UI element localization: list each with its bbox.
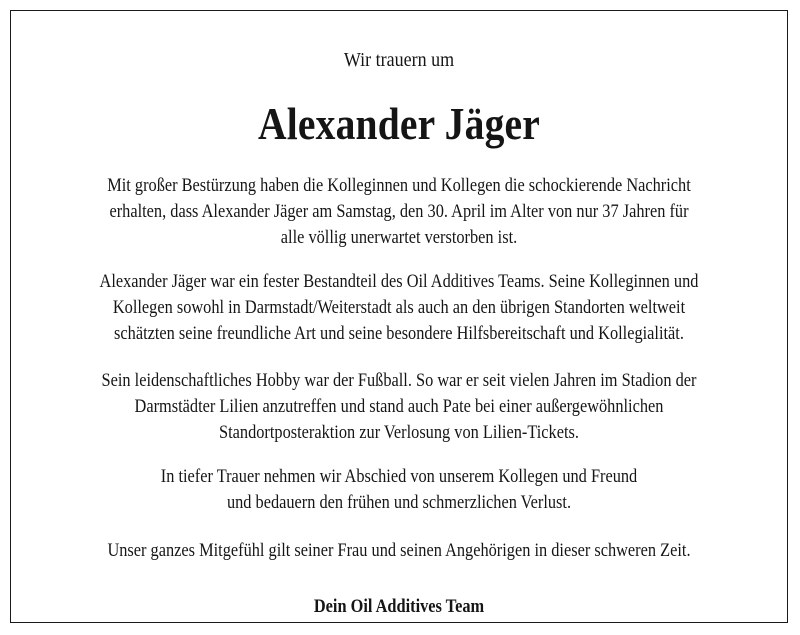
paragraph-line: Alexander Jäger war ein fester Bestandteil des Oil Additives Teams. Seine Kolleginnen und (99, 271, 699, 292)
paragraph-team (11, 269, 787, 347)
paragraph-line: und bedauern den frühen und schmerzlichen Verlust. (226, 492, 572, 513)
paragraph-line: Kollegen sowohl in Darmstadt/Weiterstadt als auch an den übrigen Standorten weltweit (112, 297, 686, 318)
paragraph-line: In tiefer Trauer nehmen wir Abschied von unserem Kollegen und Freund (160, 466, 638, 487)
paragraph-line: Standortposteraktion zur Verlosung von Lilien-Tickets. (219, 422, 579, 443)
paragraph-line: Unser ganzes Mitgefühl gilt seiner Frau und seinen Angehörigen in dieser schweren Zeit. (107, 540, 691, 561)
paragraph-hobby (11, 368, 787, 446)
paragraph-line: Mit großer Bestürzung haben die Kolleginnen und Kollegen die schockierende Nachricht (107, 175, 691, 196)
paragraph-line: Sein leidenschaftliches Hobby war der Fußball. So war er seit vielen Jahren im Stadion der (101, 370, 697, 391)
paragraph-announcement (11, 173, 787, 251)
paragraph-line: schätzten seine freundliche Art und seine besondere Hilfsbereitschaft und Kollegialität. (114, 323, 684, 344)
paragraph-line: Darmstädter Lilien anzutreffen und stand auch Pate bei einer außergewöhnlichen (134, 396, 664, 417)
intro-text: Wir trauern um (343, 49, 455, 71)
paragraph-condolence (11, 538, 787, 564)
paragraph-farewell (11, 464, 787, 516)
paragraph-line: alle völlig unerwartet verstorben ist. (280, 227, 518, 248)
obituary-notice (10, 10, 788, 623)
paragraph-line: erhalten, dass Alexander Jäger am Samstag, den 30. April im Alter von nur 37 Jahren für (109, 201, 689, 222)
deceased-name: Alexander Jäger (257, 98, 540, 149)
signature: Dein Oil Additives Team (313, 596, 485, 617)
